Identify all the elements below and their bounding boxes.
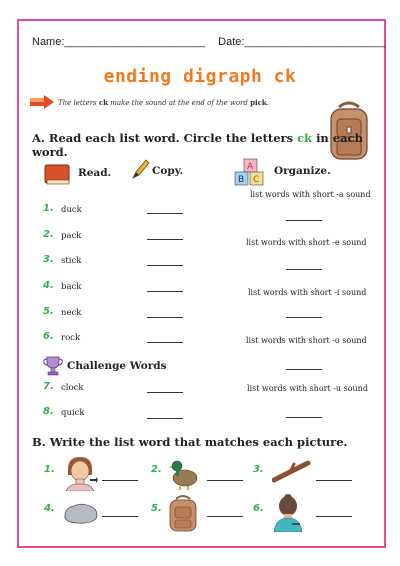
picture-number: 4.: [44, 503, 55, 514]
copy-blank[interactable]: [147, 291, 183, 292]
picture-number: 1.: [44, 464, 55, 475]
svg-text:B: B: [238, 175, 245, 185]
copy-blank[interactable]: [147, 239, 183, 240]
list-word: stick: [61, 256, 82, 266]
arrow-icon: [30, 95, 54, 109]
copy-header: Copy.: [152, 165, 184, 177]
organize-label: list words with short -a sound: [250, 190, 371, 199]
date-field[interactable]: Date:_______________________: [218, 36, 386, 48]
list-number: 5.: [43, 306, 54, 317]
copy-blank[interactable]: [147, 213, 183, 214]
section-a-heading: A. Read each list word. Circle the letters ck in each word.: [32, 131, 363, 159]
pack-picture-icon: [166, 493, 200, 533]
organize-label: list words with short -o sound: [246, 336, 367, 345]
list-word: neck: [61, 308, 82, 318]
page-title: ending digraph ck: [103, 66, 297, 87]
challenge-words-heading: Challenge Words: [67, 360, 167, 372]
organize-label: list words with short -u sound: [247, 384, 368, 393]
picture-number: 5.: [151, 503, 162, 514]
duck-picture-icon: [168, 456, 202, 490]
read-header: Read.: [78, 167, 112, 179]
organize-blank[interactable]: [286, 269, 322, 270]
answer-blank[interactable]: [207, 516, 243, 517]
list-word: back: [61, 282, 82, 292]
organize-label: list words with short -i sound: [248, 288, 367, 297]
copy-blank[interactable]: [147, 317, 183, 318]
answer-blank[interactable]: [316, 480, 352, 481]
copy-blank[interactable]: [147, 418, 183, 419]
svg-text:C: C: [253, 175, 260, 185]
list-word: clock: [61, 383, 84, 393]
organize-blank[interactable]: [286, 317, 322, 318]
rock-picture-icon: [62, 500, 100, 526]
organize-blank[interactable]: [286, 369, 322, 370]
copy-blank[interactable]: [147, 392, 183, 393]
stick-picture-icon: [272, 458, 312, 484]
list-number: 8.: [43, 406, 54, 417]
answer-blank[interactable]: [316, 516, 352, 517]
picture-number: 3.: [253, 464, 264, 475]
neck-picture-icon: [62, 455, 98, 491]
organize-header: Organize.: [274, 165, 331, 177]
list-number: 1.: [43, 203, 54, 214]
svg-text:A: A: [247, 162, 254, 172]
answer-blank[interactable]: [102, 516, 138, 517]
copy-blank[interactable]: [147, 342, 183, 343]
list-word: pack: [61, 231, 82, 241]
organize-blank[interactable]: [286, 220, 322, 221]
answer-blank[interactable]: [207, 480, 243, 481]
trophy-icon: [42, 354, 64, 376]
list-word: rock: [61, 333, 81, 343]
pencil-icon: [130, 158, 150, 180]
name-date-row: [32, 36, 385, 48]
section-b-heading: B. Write the list word that matches each picture.: [32, 435, 348, 449]
picture-number: 2.: [151, 464, 162, 475]
list-number: 7.: [43, 381, 54, 392]
list-word: quick: [61, 408, 85, 418]
list-number: 4.: [43, 280, 54, 291]
list-number: 6.: [43, 331, 54, 342]
list-word: duck: [61, 205, 82, 215]
answer-blank[interactable]: [102, 480, 138, 481]
organize-label: list words with short -e sound: [246, 238, 367, 247]
intro-text: The letters ck make the sound at the end of the word pick.: [58, 98, 269, 107]
copy-blank[interactable]: [147, 265, 183, 266]
picture-number: 6.: [253, 503, 264, 514]
organize-blank[interactable]: [286, 417, 322, 418]
abc-blocks-icon: [232, 158, 272, 186]
list-number: 2.: [43, 229, 54, 240]
list-number: 3.: [43, 254, 54, 265]
book-icon: [43, 162, 73, 186]
name-field[interactable]: Name:_______________________: [32, 36, 206, 48]
back-picture-icon: [270, 494, 306, 532]
